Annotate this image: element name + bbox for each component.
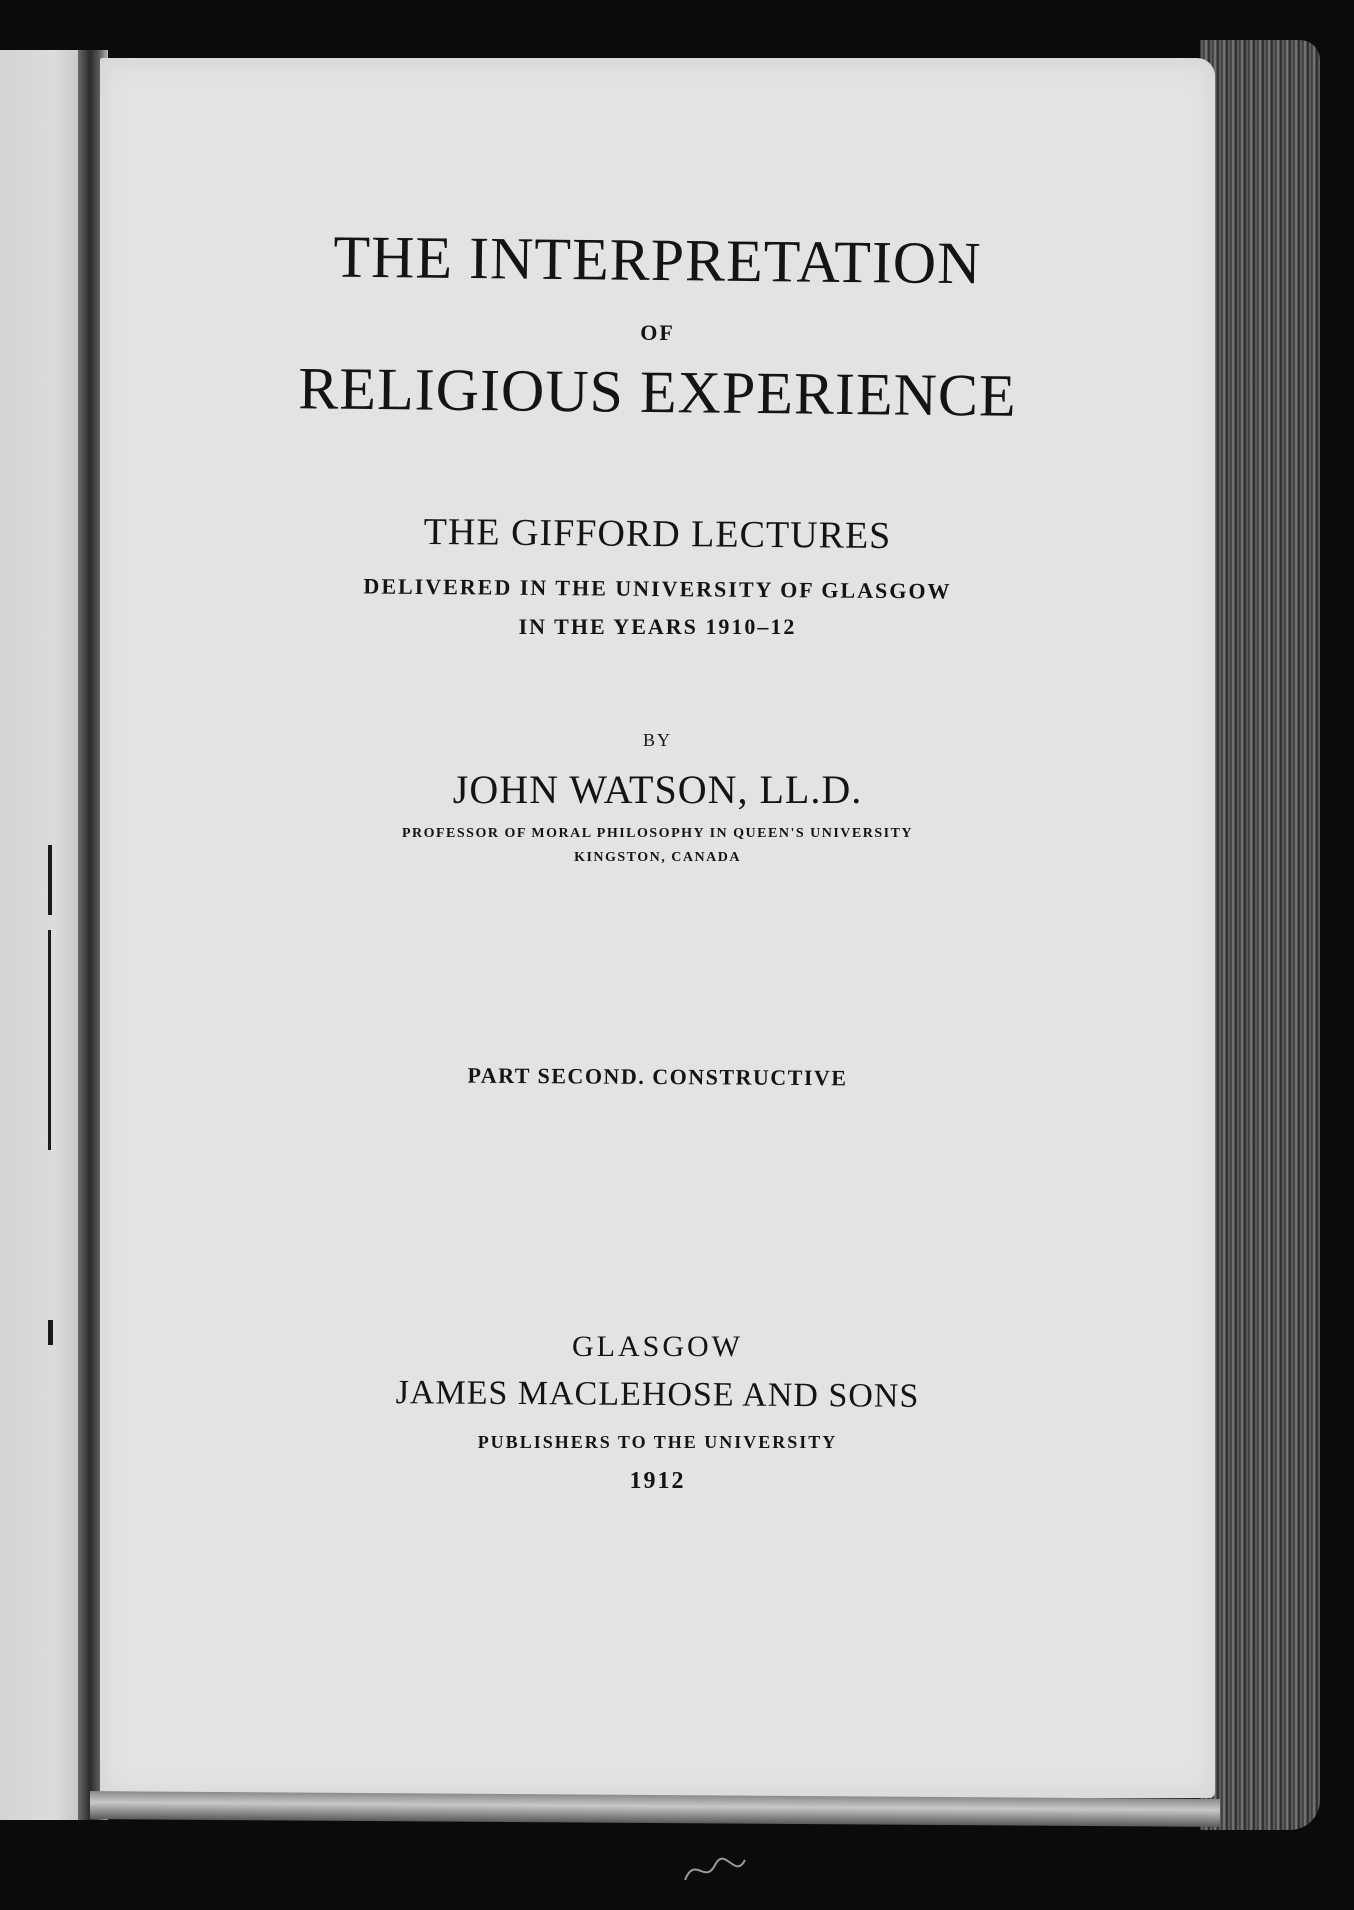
title-page-text xyxy=(100,58,1215,1798)
lecture-series: THE GIFFORD LECTURES xyxy=(423,510,892,558)
author-name: JOHN WATSON, LL.D. xyxy=(452,767,863,812)
by-label: BY xyxy=(642,730,672,750)
publisher-note: PUBLISHERS TO THE UNIVERSITY xyxy=(477,1432,838,1452)
left-page-mark xyxy=(48,930,51,1150)
left-page-mark xyxy=(48,1320,53,1345)
author-location: KINGSTON, CANADA xyxy=(574,850,741,865)
delivery-years: IN THE YEARS 1910–12 xyxy=(518,614,797,639)
delivery-note: DELIVERED IN THE UNIVERSITY OF GLASGOW xyxy=(363,573,952,604)
left-page-mark xyxy=(48,845,52,915)
publication-city: GLASGOW xyxy=(572,1330,743,1363)
scan-artifact xyxy=(680,1850,750,1890)
page-edges xyxy=(1200,40,1320,1830)
part-heading: PART SECOND. CONSTRUCTIVE xyxy=(467,1062,848,1091)
book-subtitle: RELIGIOUS EXPERIENCE xyxy=(298,355,1017,429)
title-connector: OF xyxy=(640,320,675,345)
author-title: PROFESSOR OF MORAL PHILOSOPHY IN QUEEN'S UNIVERSITY xyxy=(401,826,914,841)
publisher-name: JAMES MACLEHOSE AND SONS xyxy=(395,1374,920,1415)
book-title: THE INTERPRETATION xyxy=(333,223,982,297)
publication-year: 1912 xyxy=(629,1468,686,1494)
